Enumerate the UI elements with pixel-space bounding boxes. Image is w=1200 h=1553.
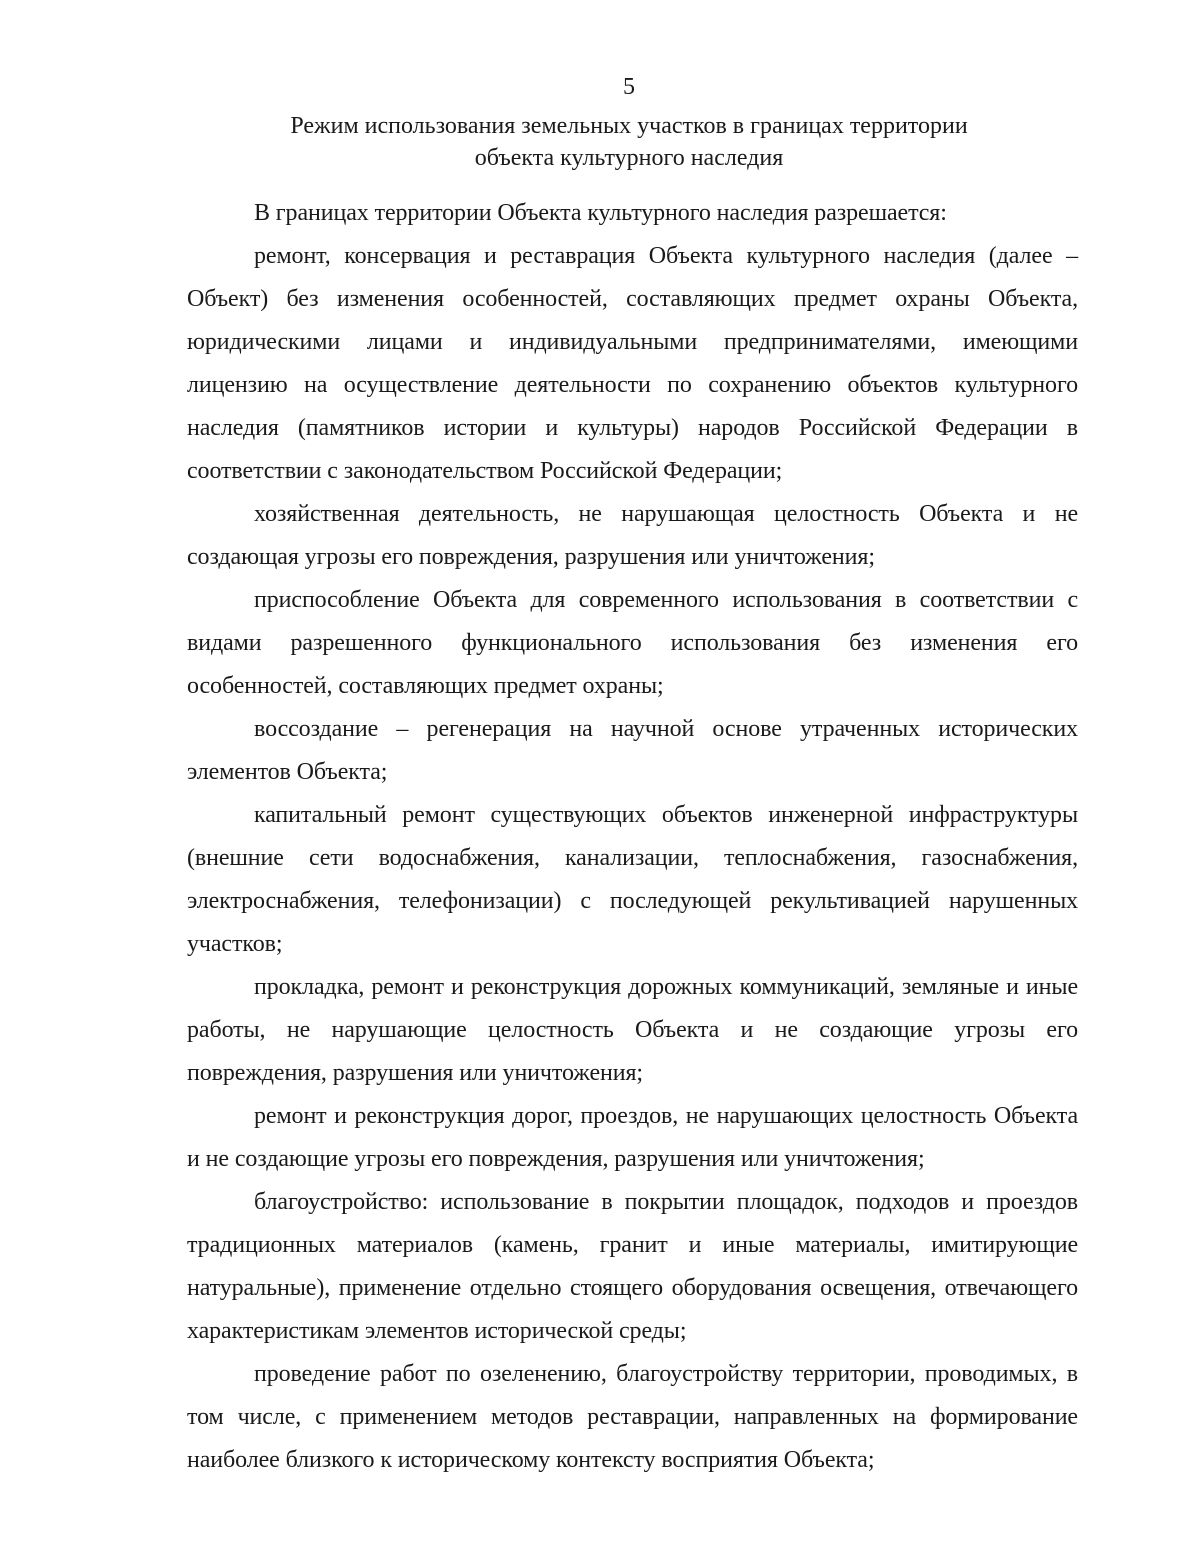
page-number: 5 (623, 74, 635, 100)
list-item: прокладка, ремонт и реконструкция дорожных коммуникаций, земляные и иные работы, не нарушающие целостность Объекта и не создающие угрозы его повреждения, разрушения или уничтожения; (187, 974, 1078, 1086)
list-item: хозяйственная деятельность, не нарушающая целостность Объекта и не создающая угрозы его повреждения, разрушения или уничтожения; (187, 501, 1078, 570)
document-body (187, 192, 1078, 1482)
list-item: ремонт, консервация и реставрация Объекта культурного наследия (далее – Объект) без изменения особенностей, составляющих предмет охраны Объекта, юридическими лицами и индивидуальными предпринимателями, имеющими лицензию на осуществление деятельности по сохранению объектов культурного наследия (памятников истории и культуры) народов Российской Федерации в соответствии с законодательством Российской Федерации; (187, 243, 1078, 484)
heading-line-1: Режим использования земельных участков в границах территории (290, 113, 968, 139)
heading-line-2: объекта культурного наследия (474, 145, 784, 171)
intro-paragraph: В границах территории Объекта культурного наследия разрешается: (254, 200, 947, 226)
list-item: приспособление Объекта для современного использования в соответствии с видами разрешенного функционального использования без изменения его особенностей, составляющих предмет охраны; (187, 587, 1078, 699)
list-item: капитальный ремонт существующих объектов инженерной инфраструктуры (внешние сети водоснабжения, канализации, теплоснабжения, газоснабжения, электроснабжения, телефонизации) с последующей рекультивацией нарушенных участков; (187, 802, 1078, 957)
list-item: ремонт и реконструкция дорог, проездов, не нарушающих целостность Объекта и не создающие угрозы его повреждения, разрушения или уничтожения; (187, 1103, 1078, 1172)
list-item: благоустройство: использование в покрытии площадок, подходов и проездов традиционных материалов (камень, гранит и иные материалы, имитирующие натуральные), применение отдельно стоящего оборудования освещения, отвечающего характеристикам элементов исторической среды; (187, 1189, 1078, 1344)
list-item: воссоздание – регенерация на научной основе утраченных исторических элементов Объекта; (187, 716, 1078, 785)
list-item: проведение работ по озеленению, благоустройству территории, проводимых, в том числе, с применением методов реставрации, направленных на формирование наиболее близкого к историческому контексту восприятия Объекта; (187, 1361, 1078, 1473)
section-heading (0, 110, 1200, 174)
